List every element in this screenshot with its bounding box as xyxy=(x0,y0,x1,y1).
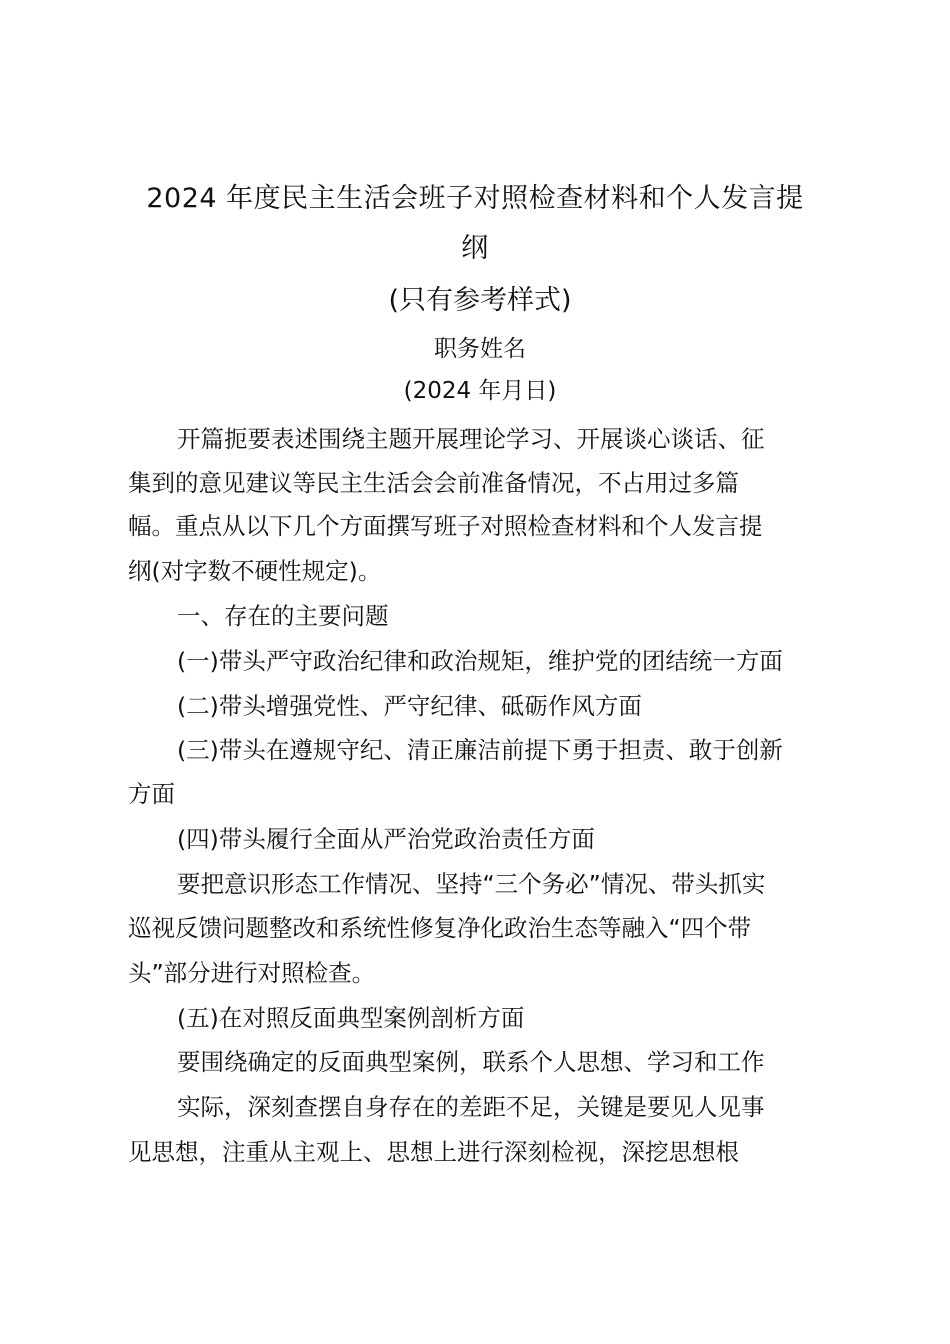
body-line: 开篇扼要表述围绕主题开展理论学习、开展谈心谈话、征 xyxy=(177,425,765,453)
body-line: 方面 xyxy=(128,780,175,808)
subsection-heading: (一)带头严守政治纪律和政治规矩，维护党的团结统一方面 xyxy=(177,647,783,675)
subsection-heading: (五)在对照反面典型案例剖析方面 xyxy=(177,1004,525,1032)
position-name: 职务姓名 xyxy=(434,336,526,362)
document-title-line-1: 2024 年度民主生活会班子对照检查材料和个人发言提 xyxy=(146,183,804,214)
body-line: 头”部分进行对照检查。 xyxy=(128,959,376,987)
body-line: 幅。重点从以下几个方面撰写班子对照检查材料和个人发言提 xyxy=(128,512,763,540)
body-line: 巡视反馈问题整改和系统性修复净化政治生态等融入“四个带 xyxy=(128,914,752,942)
document-title-line-2: 纲 xyxy=(461,233,489,264)
body-line: 实际，深刻查摆自身存在的差距不足，关键是要见人见事 xyxy=(177,1093,765,1121)
body-line: 要把意识形态工作情况、坚持“三个务必”情况、带头抓实 xyxy=(177,870,766,898)
body-line: 集到的意见建议等民主生活会会前准备情况，不占用过多篇 xyxy=(128,469,739,497)
subsection-heading: (四)带头履行全面从严治党政治责任方面 xyxy=(177,825,595,853)
subsection-heading: (二)带头增强党性、严守纪律、砥砺作风方面 xyxy=(177,692,642,720)
body-line: 见思想，注重从主观上、思想上进行深刻检视，深挖思想根 xyxy=(128,1138,739,1166)
body-line: 纲(对字数不硬性规定)。 xyxy=(128,557,382,585)
document-subtitle: (只有参考样式) xyxy=(388,285,572,316)
subsection-heading: (三)带头在遵规守纪、清正廉洁前提下勇于担责、敢于创新 xyxy=(177,736,783,764)
body-line: 要围绕确定的反面典型案例，联系个人思想、学习和工作 xyxy=(177,1048,765,1076)
section-heading: 一、存在的主要问题 xyxy=(177,602,389,630)
document-date: (2024 年月日) xyxy=(403,378,557,404)
